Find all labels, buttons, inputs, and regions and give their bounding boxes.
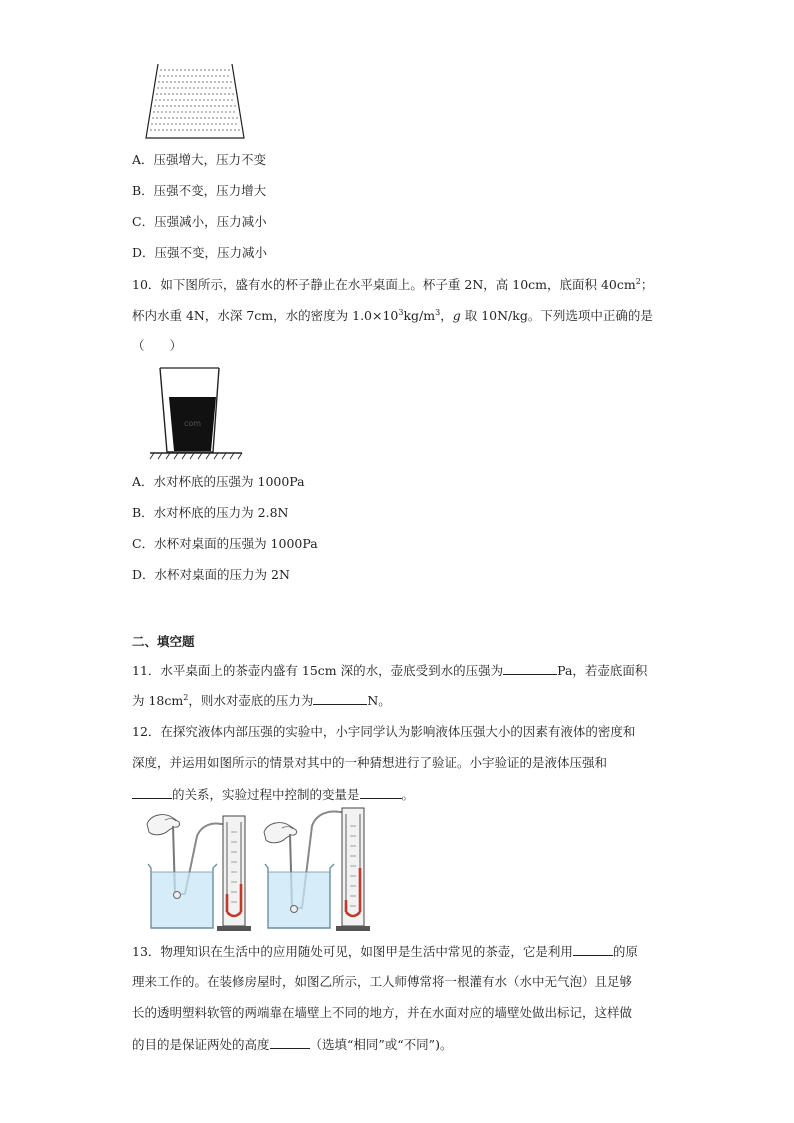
q9-option-c: C．压强减小，压力减小 [132,214,267,229]
q13-blank-1[interactable] [573,943,613,956]
q11-line2: 为 $18cm^2$，则水对壶底的压力为 N。 [132,693,391,708]
q13-line1: 13．物理知识在生活中的应用随处可见，如图甲是生活中常见的茶壶，它是利用 的原 [132,944,638,959]
q10-figure-watermark: com [184,419,202,428]
q9-container-figure [132,62,252,142]
q12-blank-1[interactable] [132,786,172,799]
q10-option-c: C．水杯对桌面的压强为 1000Pa [132,536,318,551]
q11-blank-1[interactable] [503,662,557,675]
q9-option-b: B．压强不变，压力增大 [132,183,267,198]
q10-option-d: D．水杯对桌面的压力为 2N [132,567,290,582]
q10-answer-parentheses: （ ） [132,338,183,353]
q13-line2: 理来工作的。在装修房屋时，如图乙所示，工人师傅常将一根灌有水（水中无气泡）且足够 [132,974,633,989]
q10-stem-line2: 杯内水重 4N，水深 7cm，水的密度为 $1.0\times 10^3kg/m^3$，g 取 10N/kg。下列选项中正确的是 [132,308,653,323]
q11-blank-2[interactable] [313,692,367,705]
q12-experiment-figure-left [145,812,260,934]
q13-line4: 的目的是保证两处的高度 （选填“相同”或“不同”)。 [132,1037,453,1052]
q12-line3: 的关系，实验过程中控制的变量是 。 [132,786,414,803]
section-heading: 二、填空题 [132,634,195,649]
q12-line1: 12．在探究液体内部压强的实验中，小宇同学认为影响液体压强大小的因素有液体的密度和 [132,724,636,739]
q10-stem-line1: 10．如下图所示，盛有水的杯子静止在水平桌面上。杯子重 2N，高 10cm，底面积 $40cm^2$； [132,277,654,292]
q13-blank-2[interactable] [270,1036,310,1049]
q10-option-b: B．水对杯底的压力为 2.8N [132,505,289,520]
q9-option-d: D．压强不变，压力减小 [132,245,268,260]
q10-option-a: A．水对杯底的压强为 1000Pa [132,474,305,489]
q10-cup-figure [150,364,250,460]
q12-blank-2[interactable] [360,786,402,799]
q12-experiment-figure-right [262,806,377,934]
q13-line3: 长的透明塑料软管的两端靠在墙壁上不同的地方，并在水面对应的墙壁处做出标记，这样做 [132,1005,633,1020]
q12-line2: 深度，并运用如图所示的情景对其中的一种猜想进行了验证。小宇验证的是液体压强和 [132,755,608,770]
q9-option-a: A．压强增大，压力不变 [132,152,267,167]
q11-line1: 11．水平桌面上的茶壶内盛有 15cm 深的水，壶底受到水的压强为 Pa，若壶底面积 [132,663,648,678]
